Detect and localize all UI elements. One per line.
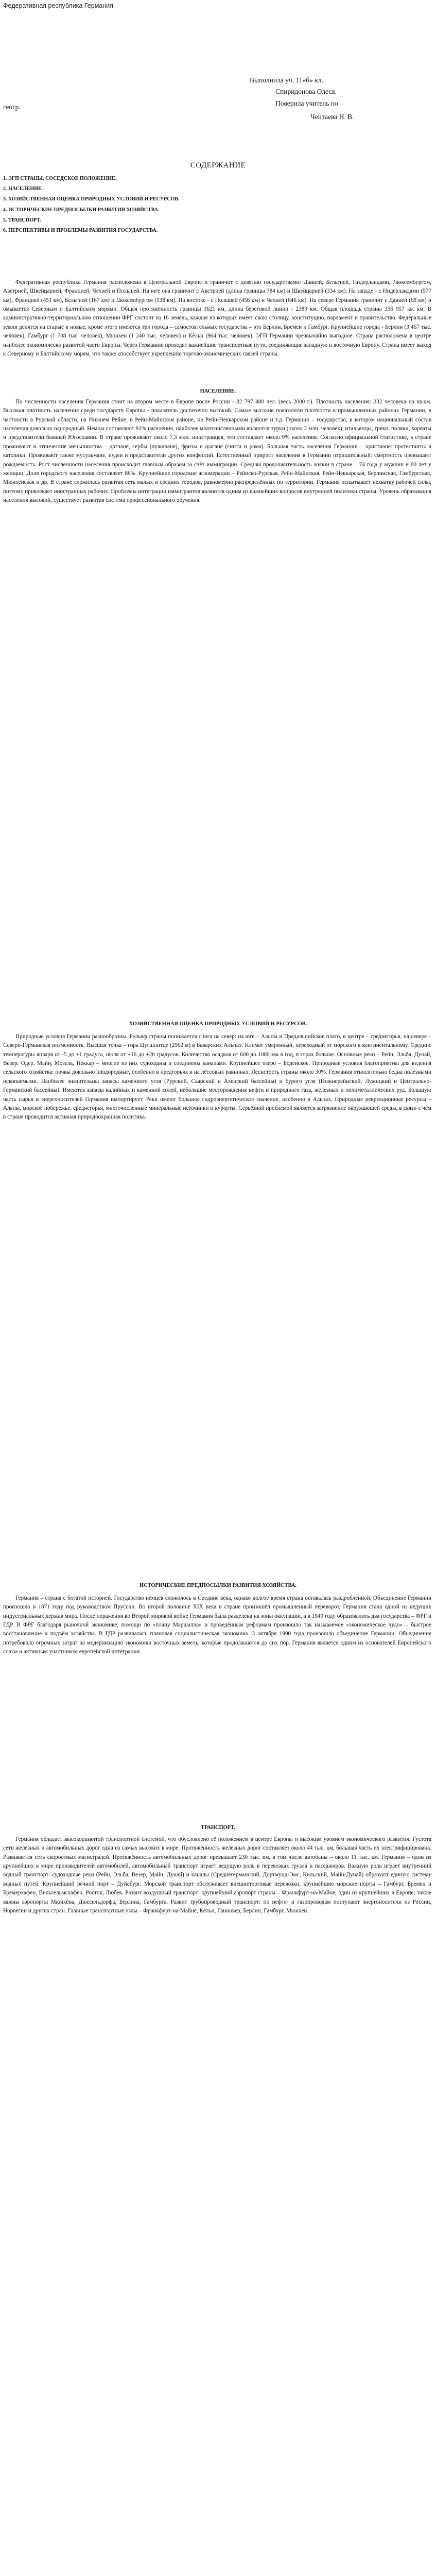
author-line-subject: геогр. [3, 103, 21, 111]
table-of-contents [3, 174, 394, 236]
toc-item: 5. ТРАНСПОРТ. [3, 217, 41, 223]
section-heading-population: НАСЕЛЕНИЕ. [200, 388, 236, 394]
toc-item: 1. ЭГП СТРАНЫ, СОСЕДСКОЕ ПОЛОЖЕНИЕ. [3, 176, 117, 181]
teacher-name: Чентаева Н. В. [310, 113, 354, 121]
toc-item: 2. НАСЕЛЕНИЕ. [3, 186, 43, 192]
toc-item: 3. ХОЗЯЙСТВЕННАЯ ОЦЕНКА ПРИРОДНЫХ УСЛОВИЙ И РЕСУРСОВ. [3, 196, 180, 202]
nature-paragraph: Природные условия Германии разнообразны. Рельеф страны понижается с юга на север: на юге – Альпы и Предальпийское плато, в центре – среднегорья, на севере – Северо-Германская низменность. Высшая точка – гора Цугшпитце (2962 м) в Баварских Альпах. Климат умеренный, переходный от морского к континентальному. Средние температуры января от -5 до +1 градуса, июля от +16 до +20 градусов. Количество осадков от 600 до 1000 мм в год, в горах больше. Основные реки – Рейн, Эльба, Дунай, Везер, Одер, Майн, Мозель, Неккар – многие из них судоходны и соединены каналами. Крупнейшее озеро – Боденское. Природные условия благоприятны для ведения сельского хозяйства: почвы довольно плодородные, особенно в предгорьях и на лёссовых равнинах. Лесистость страны около 30%. Германия относительно бедна полезными ископаемыми. Наиболее значительны запасы каменного угля (Рурский, Саарский и Ахенский бассейны) и бурого угля (Нижнерейнский, Лужицкий и Центрально-Германский бассейны). Имеются запасы калийных и каменной солей, небольшие месторождения нефти и природного газа, железных и полиметаллических руд. Большую часть сырья и энергоносителей Германия импортирует. Реки имеют большое гидроэнергетическое значение, особенно в Альпах. Природные рекреационные ресурсы – Альпы, морское побережье, среднегорья, многочисленные минеральные источники и курорты. Серьёзной проблемой является загрязнение окружающей среды, в связи с чем в стране проводится активная природоохранная политика. [3, 1033, 431, 1121]
section-intro [3, 278, 431, 359]
section-history [3, 1594, 431, 1657]
population-paragraph: По численности населения Германия стоит на втором месте в Европе после России - 82 797 400 чел. (весь 2000 г.). Плотность населения: 232 человека на кв.км. Высокая плотность населения среди государств Европы - показатель достаточно высокий. Самые высокие показатели плотности в промышленных районах Германии, в частности в Рурской области, на Нижнем Рейне, в Рейн-Майнском районе, на Рейн-Неккарском районе и т.д. Германия – государство, в котором национальный состав населения довольно однородный. Немцы составляют 91% населения, наиболее многочисленными являются турки (около 2 млн. человек), итальянцы, греки, поляки, хорваты и представители бывшей Югославии. В стране проживают около 7,3 млн. иностранцев, что составляет около 9% населения. Согласно официальной статистике, в стране проживают и этнические меньшинства – датчане, сербы (лужичане), фризы и цыгане (синти и рома). Большая часть населения Германии – христиане: протестанты и католики. Проживают также мусульмане, иудеи и представители других конфессий. Естественный прирост населения в Германии отрицательный: смертность превышает рождаемость. Рост численности населения происходит главным образом за счёт иммиграции. Средняя продолжительность жизни в стране – 74 года у мужчин и 80 лет у женщин. Доля городского населения составляет 86%. Крупнейшие городские агломерации – Рейнско-Рурская, Рейн-Майнская, Рейн-Неккарская, Берлинская, Гамбургская, Мюнхенская и др. В стране сложилась развитая сеть малых и средних городов, равномерно распределённых по территории. Германия испытывает нехватку рабочей силы, поэтому привлекает иностранных рабочих. Проблемы интеграции иммигрантов являются одним из важнейших вопросов внутренней политики страны. Уровень образования населения высокий, существует развитая система профессионального обучения. [3, 399, 431, 503]
toc-item: 4. ИСТОРИЧЕСКИЕ ПРЕДПОСЫЛКИ РАЗВИТИЯ ХОЗЯЙСТВА. [3, 207, 160, 213]
author-line-name: Спиридонова Олеся. [275, 88, 337, 96]
author-line-class: Выполнила уч. 11«б» кл. [250, 76, 323, 84]
transport-paragraph: Германия обладает высокоразвитой транспортной системой, что обусловлено её положением в центре Европы и высоким уровнем экономического развития. Густота сети железных и автомобильных дорог одна из самых высоких в мире. Протяжённость железных дорог составляет около 44 тыс. км, большая часть их электрифицирована. Развивается сеть скоростных магистралей. Протяжённость автомобильных дорог превышает 230 тыс. км, в том числе автобаны – около 11 тыс. км. Германия – один из крупнейших в мире производителей автомобилей, автомобильный транспорт играет ведущую роль в перевозках грузов и пассажиров. Важную роль играет внутренний водный транспорт: судоходные реки (Рейн, Эльба, Везер, Майн, Дунай) и каналы (Среднегерманский, Дортмунд-Эмс, Кильский, Майн-Дунай) образуют единую систему водных путей. Крупнейший речной порт – Дуйсбург. Морской транспорт обслуживает внешнеторговые перевозки, крупнейшие морские порты – Гамбург, Бремен и Бремерхафен, Вильгельмсхафен, Росток, Любек. Развит воздушный транспорт: крупнейший аэропорт страны – Франкфурт-на-Майне, один из крупнейших в Европе; также важны аэропорты Мюнхена, Дюссельдорфа, Берлина, Гамбурга. Развит трубопроводный транспорт: по нефте- и газопроводам поступают энергоносители из России, Норвегии и других стран. Главные транспортные узлы – Франкфурт-на-Майне, Кёльн, Ганновер, Берлин, Гамбург, Мюнхен. [3, 1836, 431, 1914]
intro-paragraph: Федеративная республика Германия расположена в Центральной Европе и граничит с девятью государствами: Данией, Бельгией, Нидерландами, Люксембургом, Австрией, Швейцарией, Францией, Чехией и Польшей. На юге она граничит с Австрией (длина границы 784 км) и Швейцарией (334 км). На западе - с Нидерландами (577 км), Францией (451 км), Бельгией (167 км) и Люксембургом (138 км). На востоке - с Польшей (456 км) и Чехией (646 км). На севере Германия граничит с Данией (68 км) и омывается Северным и Балтийским морями. Общая протяжённость границы 3621 км, длина береговой линии - 2389 км. Общая площадь страны 356 957 кв. км. В административно-территориальном отношении ФРГ состоит из 16 земель, каждая из которых имеет свою столицу, конституцию, парламент и правительство. Федеральные земли делятся на старые и новые, кроме этого имеются три города – самостоятельных государства – это Берлин, Бремен и Гамбург. Крупнейшие города - Берлин (3 467 тыс. человек), Гамбург (1 708 тыс. человек), Мюнхен (1 240 тыс. человек) и Кёльн (964 тыс. человек). ЭГП Германии чрезвычайно выгодное. Страна расположена в центре наиболее экономически развитой части Европы. Через Германию проходят важнейшие транспортные пути, соединяющие западную и восточную Европу. Страна имеет выход к Северному и Балтийскому морям, что также способствует укреплению торгово-экономических связей страны. [3, 279, 431, 357]
section-heading-nature: ХОЗЯЙСТВЕННАЯ ОЦЕНКА ПРИРОДНЫХ УСЛОВИЙ И РЕСУРСОВ. [129, 1021, 307, 1027]
author-line-checked: Поверила учитель по [275, 99, 338, 107]
section-heading-history: ИСТОРИЧЕСКИЕ ПРЕДПОСЫЛКИ РАЗВИТИЯ ХОЗЯЙСТВА. [139, 1583, 297, 1588]
author-block [250, 75, 425, 109]
section-population [3, 398, 431, 505]
section-transport [3, 1835, 431, 1916]
toc-title: СОДЕРЖАНИЕ [190, 161, 246, 170]
page-title: Федеративная республика Германия [3, 2, 113, 9]
toc-item: 6. ПЕРСПЕКТИВЫ И ПРОБЛЕМЫ РАЗВИТИЯ ГОСУДАРСТВА. [3, 227, 158, 233]
section-nature [3, 1032, 431, 1122]
history-paragraph: Германия – страна с богатой историей. Государство немцев сложилось в Средние века, однако долгое время страна оставалась раздробленной. Объединение Германии произошло в 1871 году под руководством Пруссии. Во второй половине XIX века в стране произошёл промышленный переворот, Германия стала одной из ведущих индустриальных держав мира. После поражения во Второй мировой войне Германия была разделена на зоны оккупации, а в 1949 году образовались два государства – ФРГ и ГДР. В ФРГ благодаря рыночной экономике, помощи по «плану Маршалла» и проведённым реформам произошло так называемое «экономическое чудо» – быстрое восстановление и подъём хозяйства. В ГДР развивалась плановая социалистическая экономика. 3 октября 1990 года произошло объединение Германии. Объединение потребовало огромных затрат на модернизацию экономики восточных земель, которые продолжаются до сих пор. Германия является одним из основателей Европейского союза и активным участником европейской интеграции. [3, 1595, 431, 1655]
section-heading-transport: ТРАНСПОРТ. [201, 1825, 235, 1831]
